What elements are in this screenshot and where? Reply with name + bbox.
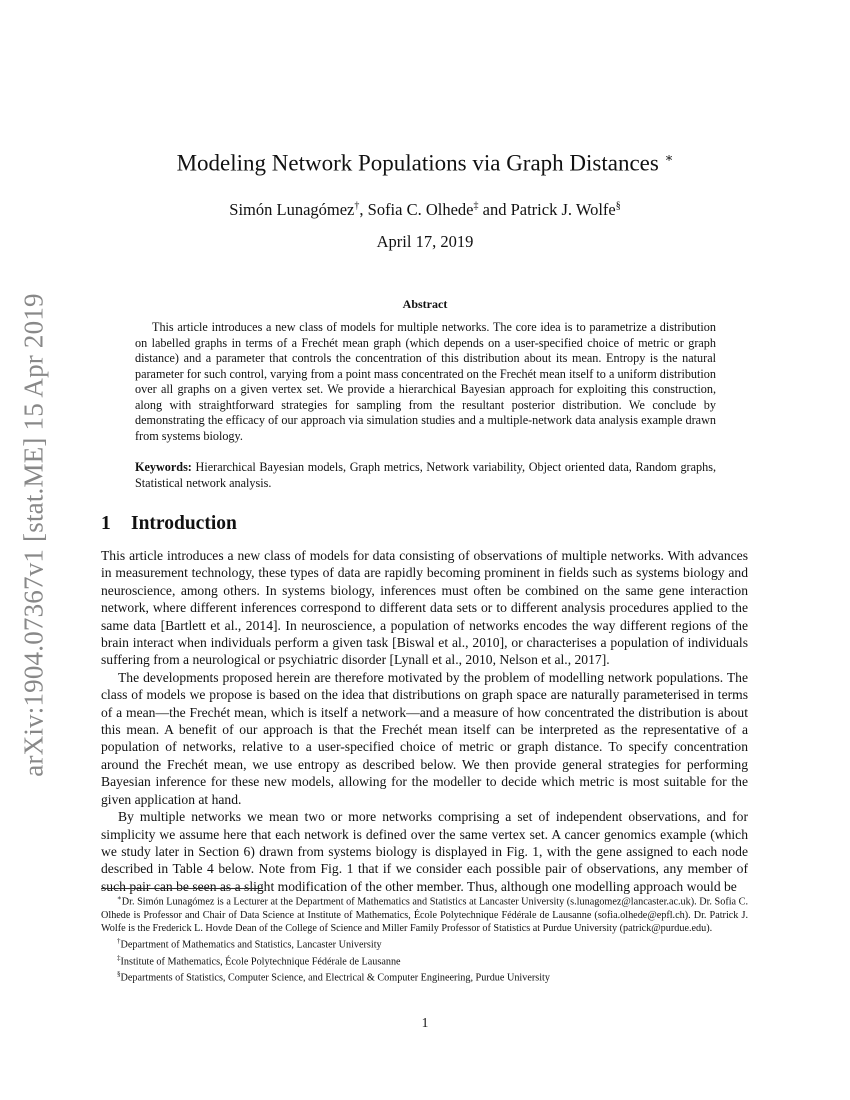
author-list (0, 200, 850, 220)
title-text: Modeling Network Populations via Graph Distances (176, 150, 659, 176)
author-3: Patrick J. Wolfe (510, 200, 616, 219)
footnote-text: Institute of Mathematics, École Polytechnique Fédérale de Lausanne (120, 955, 401, 967)
footnote-affiliation-3 (101, 968, 748, 985)
footnote-affiliation-1 (101, 935, 748, 952)
footnote-mark: ‡ (117, 953, 121, 962)
author-1: Simón Lunagómez (229, 200, 355, 219)
footnote-main (101, 892, 748, 935)
section-heading (101, 513, 237, 535)
author-separator: , (359, 200, 368, 219)
paragraph: This article introduces a new class of models for data consisting of observations of multiple networks. With advances in measurement technology, these types of data are rapidly becoming prominent in fields such as systems biology and neuroscience, among others. In systems biology, inferences must often be combined on the same gene interaction network, where different inferences correspond to different data sets or to different analysis procedures applied to the same data [Bartlett et al., 2014]. In neuroscience, a population of networks encodes the way different regions of the brain interact when individuals perform a given task [Biswal et al., 2010], or characterises a population of individuals suffering from a neurological or psychiatric disorder [Lynall et al., 2010, Nelson et al., 2017]. (101, 548, 748, 668)
footnote-rule (101, 888, 263, 889)
keywords-label: Keywords: (135, 460, 192, 474)
body-text (101, 547, 748, 895)
page-number: 1 (421, 1015, 429, 1030)
paragraph: The developments proposed herein are therefore motivated by the problem of modelling network populations. The class of models we propose is based on the idea that distributions on graph space are naturally parameterised in terms of a mean—the Frechét mean, which is itself a network—and a measure of how concentrated the distribution is about this mean. A benefit of our approach is that the Frechét mean itself can be interpreted as the representative of a population of networks, relative to a user-specified choice of metric or graph distance. To specify concentration around the Frechét mean, we use entropy as described below. We then provide general strategies for performing Bayesian inference for these new models, allowing for the modeller to decide which metric is most suitable for the given application at hand. (101, 669, 748, 807)
author-3-mark: § (615, 200, 621, 212)
keywords (135, 460, 716, 491)
paper-date: April 17, 2019 (376, 232, 474, 251)
footnote-affiliation-2 (101, 952, 748, 969)
author-2-mark: ‡ (473, 200, 479, 212)
arxiv-identifier: arXiv:1904.07367v1 [stat.ME] 15 Apr 2019 (18, 293, 49, 777)
abstract-text: This article introduces a new class of models for multiple networks. The core idea is to parametrize a distribution on labelled graphs in terms of a Frechét mean graph (which depends on a user-specified choice of metric or graph distance) and a parameter that controls the concentration of this distribution about its mean. Entropy is the natural parameter for such control, varying from a point mass concentrated on the Frechét mean itself to a uniform distribution over all graphs on a given vertex set. We provide a hierarchical Bayesian approach for exploiting this construction, along with straightforward strategies for sampling from the resultant posterior distribution. We conclude by demonstrating the efficacy of our approach via simulation studies and a multiple-network data analysis example drawn from systems biology. (135, 320, 716, 443)
section-title: Introduction (131, 513, 237, 534)
section-number: 1 (101, 513, 111, 534)
author-2: Sofia C. Olhede (367, 200, 474, 219)
footnote-text: Department of Mathematics and Statistics, Lancaster University (120, 939, 382, 951)
author-1-mark: † (354, 200, 360, 212)
footnote-text: Departments of Statistics, Computer Science, and Electrical & Computer Engineering, Purdue University (120, 972, 550, 984)
author-and: and (478, 200, 511, 219)
footnote-mark: ∗ (117, 894, 122, 902)
paper-title (0, 150, 850, 177)
footnotes (101, 892, 748, 985)
footnote-mark: † (117, 937, 121, 945)
arxiv-stamp (16, 293, 52, 777)
keywords-text: Hierarchical Bayesian models, Graph metrics, Network variability, Object oriented data, Random graphs, Statistical network analysis. (135, 460, 716, 490)
abstract-heading: Abstract (402, 297, 448, 311)
footnote-text: Dr. Simón Lunagómez is a Lecturer at the Department of Mathematics and Statistics at Lancaster University (s.lunagomez@lancaster.ac.uk). Dr. Sofia C. Olhede is Professor and Chair of Data Science at Institute of Mathematics, École Polytechnique Fédérale de Lausanne (sofia.olhede@epfl.ch). Dr. Patrick J. Wolfe is the Frederick L. Hovde Dean of the College of Science and Miller Family Professor of Statistics at Purdue University (patrick@purdue.edu). (101, 896, 748, 934)
footnote-mark: § (117, 970, 121, 979)
paragraph: By multiple networks we mean two or more networks comprising a set of independent observations, and for simplicity we assume here that each network is defined over the same vertex set. A cancer genomics example (which we study later in Section 6) drawn from systems biology is displayed in Fig. 1, with the gene assigned to each node described in Table 4 below. Note from Fig. 1 that if we consider each possible pair of observations, any member of such pair can be seen as a slight modification of the other member. Thus, although one modelling approach would be (101, 809, 748, 894)
title-footnote-mark: ∗ (664, 150, 674, 165)
